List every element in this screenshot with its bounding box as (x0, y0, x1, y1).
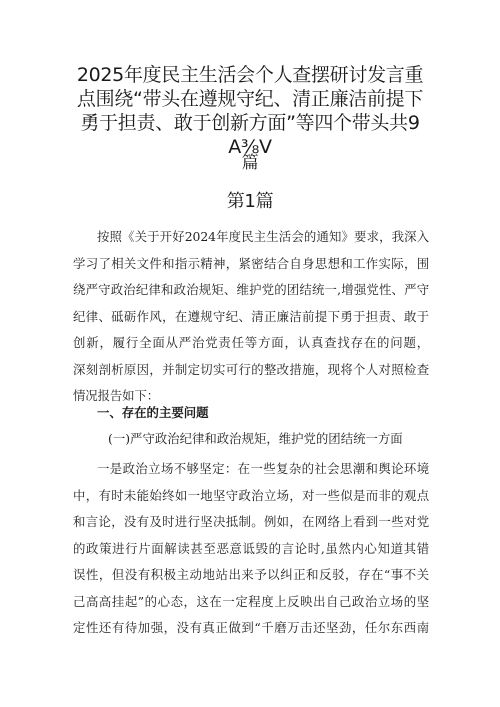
paragraph-line: 学习了相关文件和指示精神，紧密结合自身思想和工作实际，围 (73, 255, 429, 271)
paragraph-line: 一是政治立场不够坚定：在一些复杂的社会思潮和舆论环境 (97, 461, 429, 476)
paragraph-line: 定性还有待加强，没有真正做到“千磨万击还坚劲，任尔东西南 (73, 620, 429, 635)
title-garbled-top: A⅜V (228, 136, 272, 158)
paragraph-line: 的政策进行片面解读甚至恶意诋毁的言论时,虽然内心知道其错 (73, 540, 429, 556)
paragraph-line: 误性，但没有积极主动地站出来予以纠正和反驳，存在“事不关 (73, 567, 429, 582)
title-line: 勇于担责、敢于创新方面”等四个带头共9 (80, 112, 420, 134)
paragraph-line: 绕严守政治纪律和政治规矩、维护党的团结统一,增强党性、严守 (73, 282, 429, 297)
title-garbled-tail (60, 135, 440, 175)
paragraph-line: 按照《关于开好2024年度民主生活会的通知》要求，我深入 (97, 229, 429, 244)
paragraph-line: 情况报告如下： (73, 388, 160, 403)
paragraph-line: 己高高挂起”的心态，这在一定程度上反映出自己政治立场的坚 (73, 593, 429, 609)
heading-main-problems: 一、存在的主要问题 (97, 405, 209, 420)
document-title (60, 63, 440, 175)
title-garbled-bottom: 篇 (241, 153, 259, 173)
paragraph-line: 纪律、砥砺作风，在遵规守纪、清正廉洁前提下勇于担责、敢于 (73, 308, 429, 324)
paragraph-line: 创新，履行全面从严治党责任等方面，认真查找存在的问题， (73, 335, 429, 350)
paragraph-line: 深刻剖析原因，并制定切实可行的整改措施，现将个人对照检查 (73, 361, 429, 377)
section-heading: 第1篇 (226, 191, 274, 212)
paragraph-line: 和言论，没有及时进行坚决抵制。例如，在网络上看到一些对党 (73, 514, 429, 529)
title-line: 2025年度民主生活会个人查摆研讨发言重 (76, 64, 424, 86)
intro-paragraph (73, 224, 429, 410)
subheading-political-discipline: (一)严守政治纪律和政治规矩，维护党的团结统一方面 (108, 431, 403, 446)
problem-paragraph (73, 456, 429, 642)
title-line: 点围绕“带头在遵规守纪、清正廉洁前提下 (76, 88, 424, 110)
paragraph-line: 中，有时未能始终如一地坚守政治立场，对一些似是而非的观点 (73, 487, 429, 503)
